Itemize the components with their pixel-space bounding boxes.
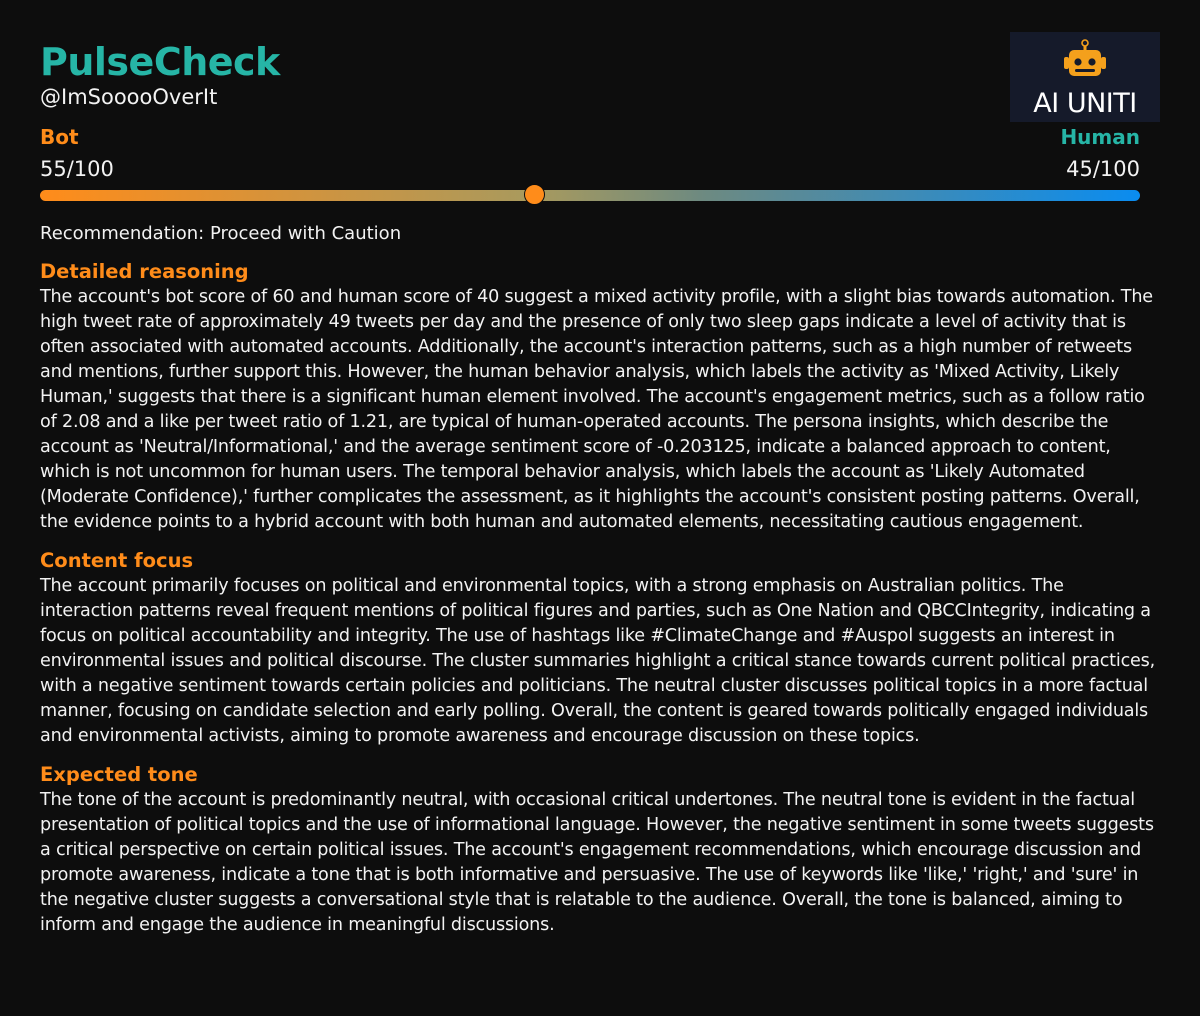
section-heading: Detailed reasoning: [40, 260, 249, 283]
logo-text: AI UNITI: [1033, 88, 1137, 119]
app-title: PulseCheck: [40, 40, 280, 84]
section-body: The tone of the account is predominantly neutral, with occasional critical undertones. The neutral tone is evident in the factual presentation of political topics and the use of informational language. However, the negative sentiment in some tweets suggests a critical perspective on certain political issues. The account's engagement recommendations, which encourage discussion and promote awareness, indicate a tone that is both informative and persuasive. The use of keywords like 'like,' 'right,' and 'sure' in the negative cluster suggests a conversational style that is relatable to the audience. Overall, the tone is balanced, aiming to inform and engage the audience in meaningful discussions.: [40, 790, 1154, 935]
section-body: The account primarily focuses on political and environmental topics, with a strong emphasis on Australian politics. The interaction patterns reveal frequent mentions of political figures and parties, such as One Nation and QBCCIntegrity, indicating a focus on political accountability and integrity. The use of hashtags like #ClimateChange and #Auspol suggests an interest in environmental issues and political discourse. The cluster summaries highlight a critical stance towards current political practices, with a negative sentiment towards certain policies and politicians. The neutral cluster discusses political topics in a more factual manner, focusing on candidate selection and early polling. Overall, the content is geared towards politically engaged individuals and environmental activists, aiming to promote awareness and encourage discussion on these topics.: [40, 576, 1156, 746]
robot-icon: [1059, 38, 1111, 86]
recommendation-text: Recommendation: Proceed with Caution: [40, 223, 402, 244]
detailed-reasoning-section: [40, 258, 1160, 535]
section-body: The account's bot score of 60 and human score of 40 suggest a mixed activity profile, with a slight bias towards automation. The high tweet rate of approximately 49 tweets per day and the presence of only two sleep gaps indicate a level of activity that is often associated with automated accounts. Additionally, the account's interaction patterns, such as a high number of retweets and mentions, further support this. However, the human behavior analysis, which labels the activity as 'Mixed Activity, Likely Human,' suggests that there is a significant human element involved. The account's engagement metrics, such as a follow ratio of 2.08 and a like per tweet ratio of 1.21, are typical of human-operated accounts. The persona insights, which describe the account as 'Neutral/Informational,' and the average sentiment score of -0.203125, indicate a balanced approach to content, which is not uncommon for human users. The temporal behavior analysis, which labels the account as 'Likely Automated (Moderate Confidence),' further complicates the assessment, as it highlights the account's consistent posting patterns. Overall, the evidence points to a hybrid account with both human and automated elements, necessitating cautious engagement.: [40, 287, 1153, 532]
human-score: 45/100: [1066, 157, 1140, 181]
analysis-content: [40, 258, 1160, 950]
bot-human-score-bar: [40, 190, 1140, 201]
expected-tone-section: [40, 761, 1160, 938]
section-heading: Content focus: [40, 549, 194, 572]
section-heading: Expected tone: [40, 763, 198, 786]
human-label: Human: [1060, 125, 1140, 149]
score-indicator-knob: [524, 184, 545, 205]
ai-uniti-logo: [1010, 32, 1160, 122]
bot-score: 55/100: [40, 157, 114, 181]
account-handle: @ImSooooOverIt: [40, 85, 218, 109]
bot-label: Bot: [40, 125, 79, 149]
content-focus-section: [40, 547, 1160, 749]
